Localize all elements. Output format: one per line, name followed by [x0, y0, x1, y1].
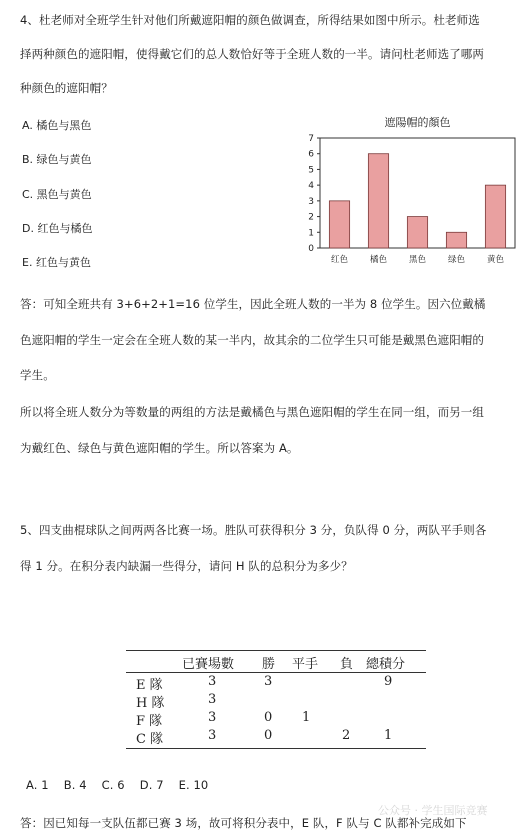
- table-cell: 2: [342, 728, 351, 743]
- bar-1: [368, 154, 388, 248]
- x-tick-label: 黑色: [408, 255, 427, 265]
- table-header-draw: 平手: [292, 657, 319, 672]
- table-team-name: F 隊: [136, 714, 163, 729]
- q4-line-2: 择两种颜色的遮阳帽，使得戴它们的总人数恰好等于全班人数的一半。请问杜老师选了哪两: [20, 47, 484, 61]
- table-cell: 3: [208, 728, 217, 743]
- q4-option-a: A. 橘色与黑色: [22, 119, 92, 132]
- answer4-line-1: 答：可知全班共有 3+6+2+1=16 位学生，因此全班人数的一半为 8 位学生。因六位戴橘: [20, 297, 486, 311]
- chart-title: 遮陽帽的顏色: [384, 116, 451, 129]
- q5-line-2: 得 1 分。在积分表内缺漏一些得分，请问 H 队的总积分为多少？: [20, 559, 353, 573]
- answer4-line-3: 学生。: [20, 368, 55, 382]
- q4-line-1: 4、杜老师对全班学生针对他们所戴遮阳帽的颜色做调查，所得结果如图中所示。杜老师选: [20, 13, 480, 27]
- bar-0: [329, 201, 349, 248]
- table-header-loss: 負: [340, 657, 354, 672]
- x-tick-label: 绿色: [447, 255, 466, 265]
- y-tick-label: 6: [308, 149, 314, 160]
- chart-svg: [300, 110, 525, 275]
- answer5-line-1: 答：因已知每一支队伍都已赛 3 场，故可将积分表中，E 队，F 队与 C 队都补完成如下: [20, 816, 467, 830]
- table-team-name: E 隊: [136, 678, 163, 693]
- y-tick-label: 1: [308, 228, 314, 239]
- q4-option-b: B. 绿色与黄色: [22, 153, 92, 166]
- table-team-name: H 隊: [136, 696, 165, 711]
- table-team-name: C 隊: [136, 732, 164, 747]
- q4-option-e: E. 红色与黄色: [22, 256, 91, 269]
- q5-line-1: 5、四支曲棍球队之间两两各比赛一场。胜队可获得积分 3 分，负队得 0 分，两队平手则各: [20, 523, 487, 537]
- table-cell: 0: [264, 710, 273, 725]
- answer4-line-2: 色遮阳帽的学生一定会在全班人数的某一半内，故其余的二位学生只可能是戴黑色遮阳帽的: [20, 333, 484, 347]
- x-tick-label: 黄色: [486, 255, 505, 265]
- table-cell: 3: [208, 692, 217, 707]
- table-top-rule: [126, 650, 426, 651]
- q5-choices: A. 1 B. 4 C. 6 D. 7 E. 10: [26, 778, 209, 792]
- table-cell: 1: [302, 710, 311, 725]
- table-cell: 3: [264, 674, 273, 689]
- table-bottom-rule: [126, 748, 426, 749]
- x-tick-label: 红色: [330, 255, 349, 265]
- y-tick-label: 5: [308, 165, 314, 176]
- y-tick-label: 4: [308, 181, 314, 192]
- table-header-total: 總積分: [366, 657, 406, 672]
- watermark-text: 公众号 · 学生国际竞赛: [378, 804, 488, 817]
- hat-color-chart: [300, 110, 525, 275]
- answer4-line-4: 所以将全班人数分为等数量的两组的方法是戴橘色与黑色遮阳帽的学生在同一组，而另一组: [20, 405, 484, 419]
- y-tick-label: 3: [308, 196, 314, 207]
- table-cell: 0: [264, 728, 273, 743]
- table-cell: 1: [384, 728, 393, 743]
- y-tick-label: 2: [308, 212, 314, 223]
- y-tick-label: 0: [308, 244, 314, 254]
- y-tick-label: 7: [308, 134, 314, 144]
- table-cell: 3: [208, 710, 217, 725]
- x-tick-label: 橘色: [369, 255, 388, 265]
- table-cell: 9: [384, 674, 393, 689]
- table-header-played: 已賽場數: [182, 657, 235, 672]
- bar-4: [485, 185, 505, 248]
- bar-2: [407, 217, 427, 248]
- table-header-win: 勝: [262, 657, 276, 672]
- q4-option-c: C. 黑色与黄色: [22, 188, 92, 201]
- answer4-line-5: 为戴红色、绿色与黄色遮阳帽的学生。所以答案为 A。: [20, 441, 299, 455]
- bar-3: [446, 232, 466, 248]
- q4-line-3: 种颜色的遮阳帽？: [20, 81, 113, 95]
- table-header-rule: [126, 672, 426, 673]
- q4-option-d: D. 红色与橘色: [22, 222, 93, 235]
- table-cell: 3: [208, 674, 217, 689]
